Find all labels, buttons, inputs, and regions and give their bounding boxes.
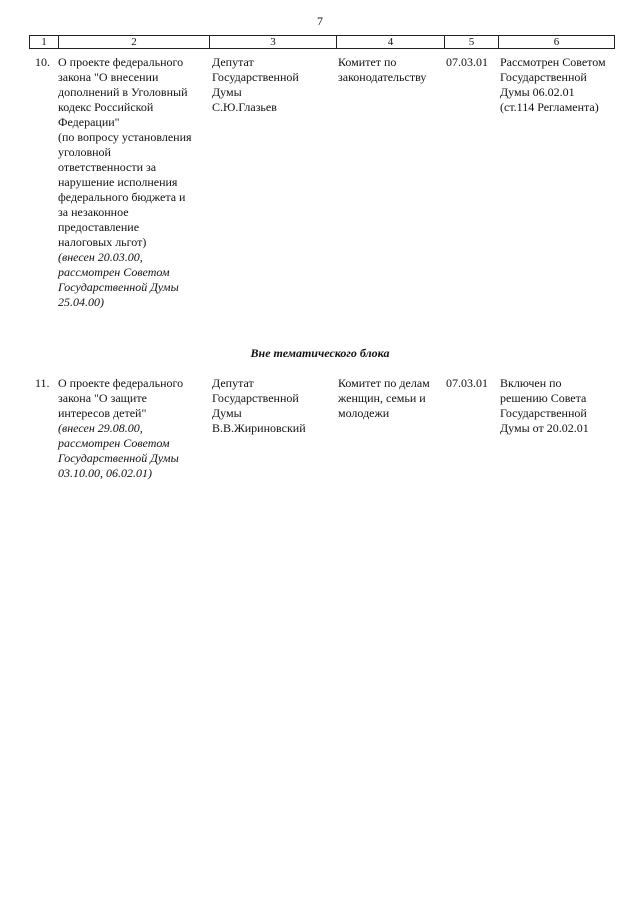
bill-title-line: О проекте федерального [58,55,184,69]
bill-title-line: закона "О защите [58,391,147,405]
bill-status-line: Рассмотрен Советом [500,55,606,69]
row-number: 10. [35,55,50,69]
bill-status-line: решению Совета [500,391,587,405]
bill-status [500,376,618,436]
bill-title-line: налоговых льгот) [58,235,147,249]
bill-status-line: Государственной [500,70,587,84]
block-heading: Вне тематического блока [250,346,390,360]
bill-author-line: Государственной [212,70,299,84]
column-header-5: 5 [445,36,499,49]
bill-author-line: Думы [212,406,242,420]
column-header-4: 4 [337,36,445,49]
bill-committee-line: молодежи [338,406,390,420]
bill-note-line: рассмотрен Советом [58,265,170,279]
bill-note-line: Государственной Думы [58,280,179,294]
bill-title-line: ответственности за [58,160,157,174]
bill-committee-line: женщин, семьи и [338,391,426,405]
bill-author-line: Депутат [212,376,254,390]
bill-note-line: (внесен 29.08.00, [58,421,143,435]
bill-title-line: кодекс Российской [58,100,154,114]
bill-title-line: уголовной [58,145,111,159]
bill-author-line: Думы [212,85,242,99]
bill-committee-line: законодательству [338,70,427,84]
bill-title-line: дополнений в Уголовный [58,85,188,99]
bill-note-line: 25.04.00) [58,295,104,309]
column-header-row [30,36,615,49]
column-header-2: 2 [59,36,210,49]
bill-status-line: Думы от 20.02.01 [500,421,589,435]
bill-author-line: С.Ю.Глазьев [212,100,277,114]
column-header-6: 6 [499,36,615,49]
bill-committee-line: Комитет по [338,55,397,69]
bill-status-line: (ст.114 Регламента) [500,100,599,114]
bill-author-line: Депутат [212,55,254,69]
bill-author-line: Государственной [212,391,299,405]
bill-title-line: Федерации" [58,115,120,129]
bill-committee [338,55,442,85]
bill-committee-line: Комитет по делам [338,376,430,390]
bill-note-line: (внесен 20.03.00, [58,250,143,264]
bill-note-line: Государственной Думы [58,451,179,465]
bill-title-line: интересов детей" [58,406,147,420]
page-number: 7 [317,14,323,28]
bill-author [212,55,330,115]
bill-note-line: 03.10.00, 06.02.01) [58,466,152,480]
bill-title [58,376,208,481]
bill-title-line: федерального бюджета и [58,190,186,204]
bill-title [58,55,208,310]
column-header-1: 1 [30,36,59,49]
bill-title-line: предоставление [58,220,140,234]
bill-title-line: за незаконное [58,205,129,219]
bill-author [212,376,330,436]
bill-title-line: нарушение исполнения [58,175,178,189]
column-header-3: 3 [210,36,337,49]
column-header-table [29,35,615,49]
bill-status-line: Думы 06.02.01 [500,85,575,99]
bill-author-line: В.В.Жириновский [212,421,306,435]
bill-note-line: рассмотрен Советом [58,436,170,450]
bill-title-line: (по вопросу установления [58,130,192,144]
bill-date: 07.03.01 [446,55,488,69]
bill-date: 07.03.01 [446,376,488,390]
bill-status-line: Включен по [500,376,562,390]
bill-title-line: О проекте федерального [58,376,184,390]
row-number: 11. [35,376,50,390]
bill-status [500,55,618,115]
bill-committee [338,376,442,421]
bill-status-line: Государственной [500,406,587,420]
bill-title-line: закона "О внесении [58,70,159,84]
